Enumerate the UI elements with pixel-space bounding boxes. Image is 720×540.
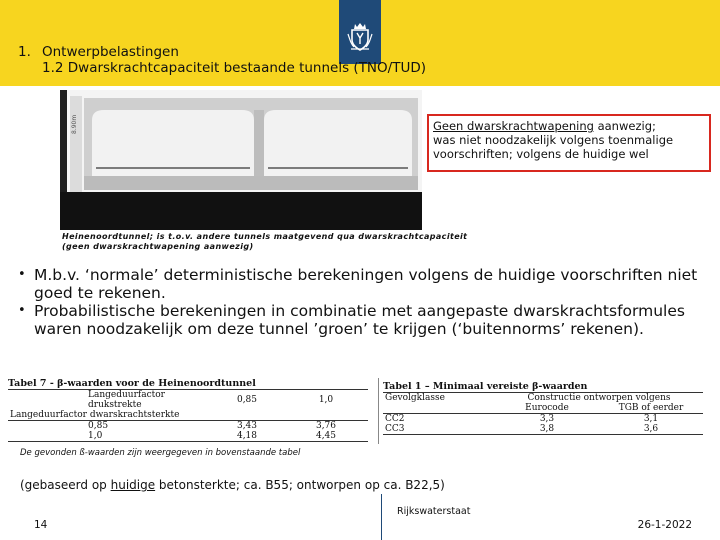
table1-value: 3,6 [643,424,659,434]
table1-value: 3,3 [539,414,555,424]
table1-value: 3,1 [643,414,659,424]
dimension-label: 8.90m [71,114,78,134]
table7-row-header-left: Langeduurfactor dwarskrachtsterkte [10,410,180,420]
table1-value: 3,8 [539,424,555,434]
table7-col1: 0,85 [236,395,258,405]
table1-grid [383,392,703,435]
table1-class: CC3 [385,424,405,434]
callout-box [427,114,711,172]
bullet-dot: • [18,267,26,282]
table-row [383,403,703,414]
image-dark-band [60,192,422,230]
callout-line3: voorschriften; volgens de huidige wel [433,147,649,161]
required-beta-table [383,381,703,435]
callout-line1-rest: aanwezig; [593,119,656,133]
bullet-item [18,266,718,302]
callout-line2: was niet noodzakelijk volgens toenmalige [433,133,674,147]
table-row [8,431,368,442]
page-number: 14 [34,519,48,531]
section-subtitle: 1.2 Dwarskrachtcapaciteit bestaande tunnels (TNO/TUD) [42,60,426,76]
table7-factor: 0,85 [88,421,109,431]
section-number: 1. [18,44,31,60]
basis-note [20,478,445,492]
table7-value: 4,18 [236,431,258,441]
bullet-item [18,302,718,338]
table-divider [378,378,379,444]
basis-suffix: betonsterkte; ca. B55; ontworpen op ca. B22,5) [155,478,445,492]
table-note: De gevonden ß-waarden zijn weergegeven in bovenstaande tabel [20,448,301,458]
footer-divider [381,494,382,540]
table1-class: CC2 [385,414,405,424]
table1-col-class: Gevolgklasse [385,393,445,403]
organisation-name: Rijkswaterstaat [397,506,471,517]
basis-underlined: huidige [110,478,156,492]
table-row [383,414,703,425]
basis-prefix: (gebaseerd op [20,478,111,492]
table7-value: 3,43 [236,421,258,431]
table-row [383,424,703,435]
table7-value: 3,76 [315,421,337,431]
image-caption [62,232,467,252]
caption-line1: Heinenoordtunnel; is t.o.v. andere tunnels maatgevend qua dwarskrachtcapaciteit [62,232,468,241]
table1-col-a: Eurocode [525,403,569,413]
table1-col-b: TGB of eerder [618,403,684,413]
bullet-text: Probabilistische berekeningen in combinatie met aangepaste dwarskrachtsformules waren noodzakelijk om deze tunnel ’groen’ te krijgen (‘buitennorms’ rekenen). [34,302,685,338]
table7-col2: 1,0 [318,395,334,405]
slide-date: 26-1-2022 [637,519,692,531]
bullet-list [18,266,718,338]
table1-title: Tabel 1 – Minimaal vereiste β-waarden [383,381,588,392]
table7-factor: 1,0 [88,431,103,441]
table7-title: Tabel 7 - β-waarden voor de Heinenoordtunnel [8,378,256,389]
table1-col-group: Constructie ontworpen volgens [527,393,671,403]
caption-line2: (geen dwarskrachtwapening aanwezig) [62,242,254,251]
bullet-text: M.b.v. ‘normale’ deterministische berekeningen volgens de huidige voorschriften niet goed te rekenen. [34,266,698,302]
table-row [383,393,703,404]
table-row [8,390,368,411]
table7-value: 4,45 [315,431,337,441]
section-title: Ontwerpbelastingen [42,44,179,60]
tunnel-cross-section-image [60,90,422,230]
callout-underlined-text: Geen dwarskrachtwapening [433,119,594,133]
table7-grid [8,389,368,442]
bullet-dot: • [18,303,26,318]
table-row [8,421,368,432]
table7-row-header-top: Langeduurfactor drukstrekte [88,390,165,410]
slide-heading [18,44,426,76]
table-row [8,410,368,421]
beta-values-table [8,378,368,442]
